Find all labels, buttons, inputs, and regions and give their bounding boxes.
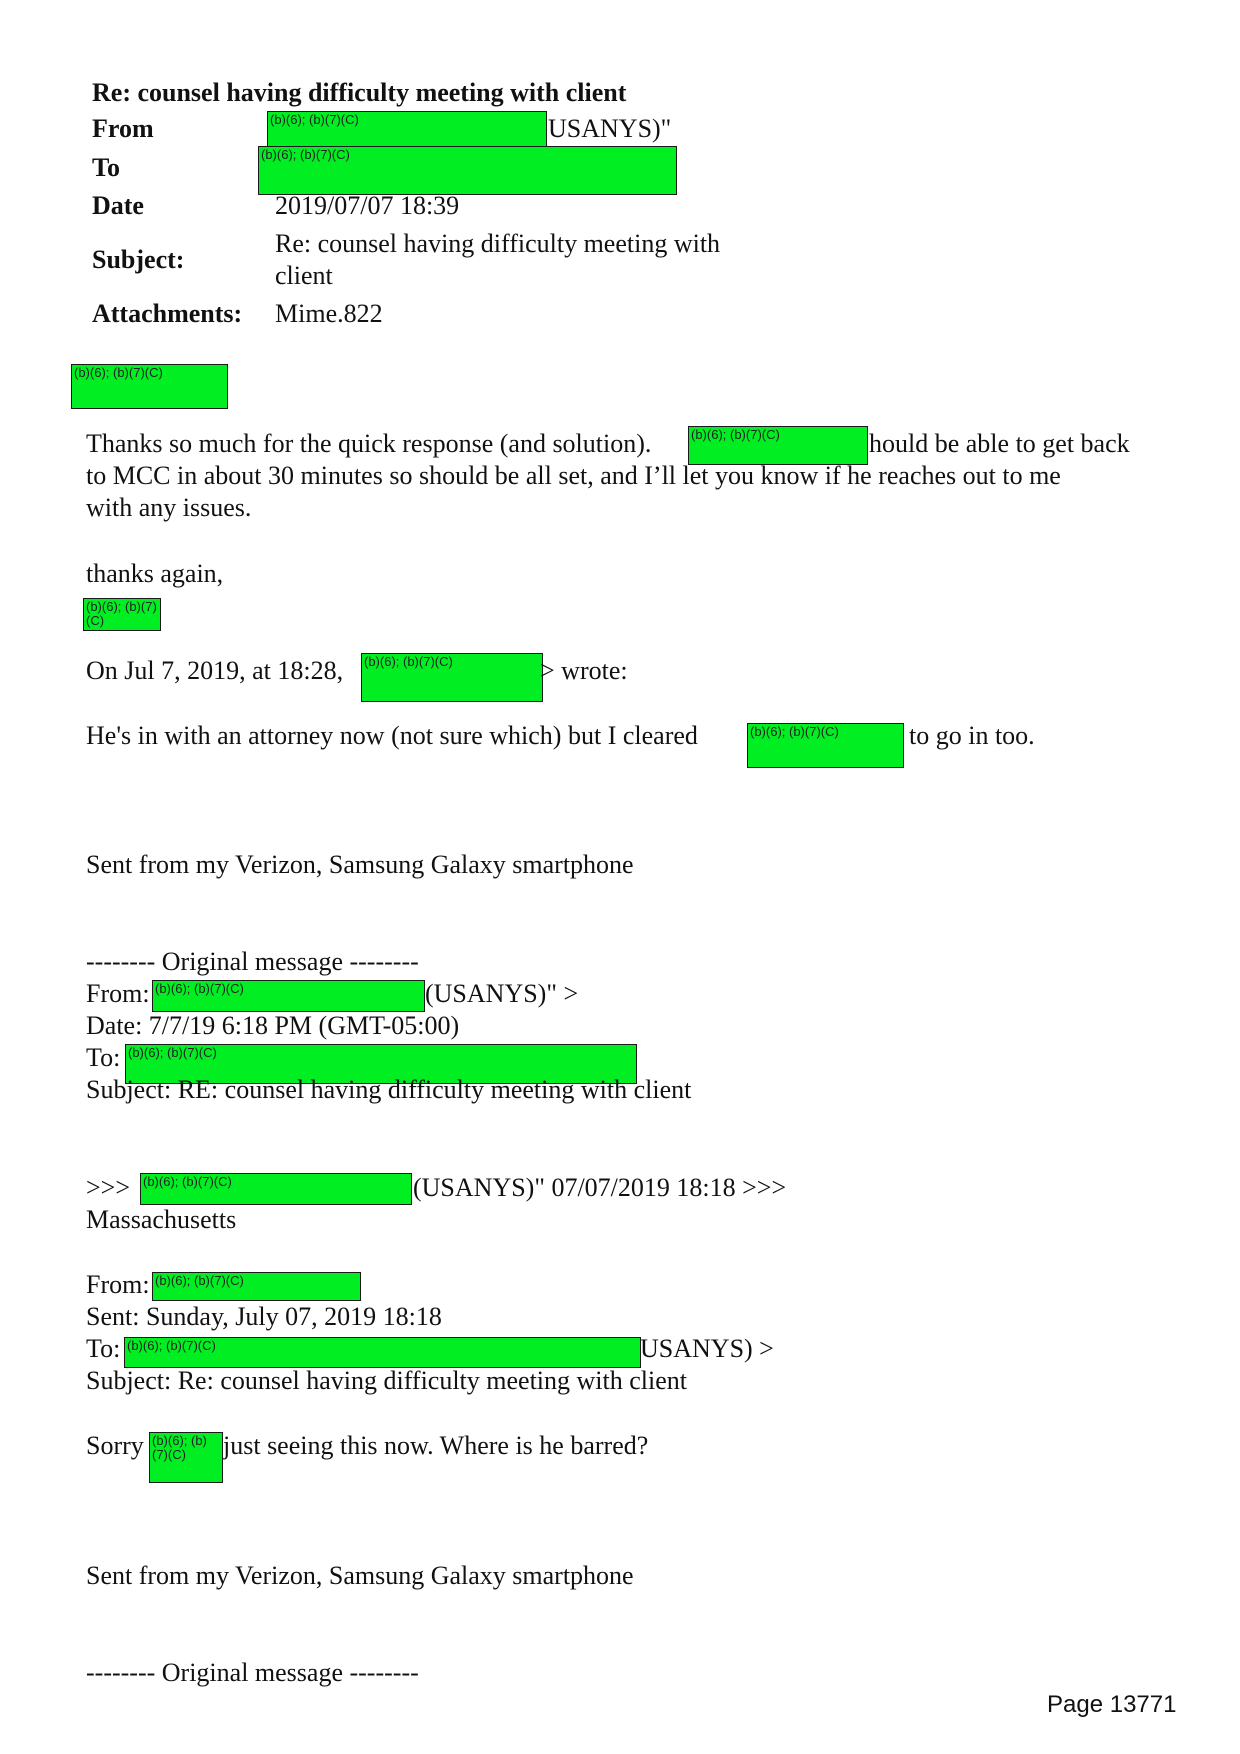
sent-from-line: Sent from my Verizon, Samsung Galaxy smartphone: [86, 1561, 634, 1590]
subject-value-line1: Re: counsel having difficulty meeting with: [275, 229, 721, 258]
orig1-date-line: Date: 7/7/19 6:18 PM (GMT-05:00): [86, 1011, 460, 1040]
subject-value-line2: client: [275, 261, 333, 290]
redaction-box: (b)(6); (b)(7)(C): [688, 426, 868, 465]
quoted2-to-label: To:: [86, 1334, 121, 1363]
redaction-box: (b)(6); (b)(7)(C): [152, 1272, 361, 1301]
sent-from-line: Sent from my Verizon, Samsung Galaxy smartphone: [86, 850, 634, 879]
redaction-box: (b)(6); (b)(7)(C): [140, 1173, 412, 1205]
quoted2-subject-line: Subject: Re: counsel having difficulty meeting with client: [86, 1366, 688, 1395]
quoted2-body-a: Sorry: [86, 1431, 144, 1460]
orig1-from-label: From:: [86, 979, 150, 1008]
email-title: Re: counsel having difficulty meeting with client: [92, 78, 627, 107]
orig1-subject-line: Subject: RE: counsel having difficulty meeting with client: [86, 1075, 692, 1104]
reply-closing: thanks again,: [86, 559, 224, 588]
quoted2-from-label: From:: [86, 1270, 150, 1299]
reply-line1-a: Thanks so much for the quick response (and solution).: [86, 429, 652, 458]
original-message-separator: -------- Original message --------: [86, 947, 419, 976]
reply-line1-b: hould be able to get back: [869, 429, 1130, 458]
redaction-box: (b)(6); (b)(7)(C): [267, 111, 547, 148]
quoted1-body-a: He's in with an attorney now (not sure which) but I cleared: [86, 721, 698, 750]
redaction-box: (b)(6); (b)(7)(C): [361, 653, 543, 702]
reply-line2: to MCC in about 30 minutes so should be all set, and I’ll let you know if he reaches out to me: [86, 461, 1061, 490]
quoted2-prefix: >>>: [86, 1173, 130, 1202]
signature-redaction-box: (b)(6); (b)(7)(C): [83, 598, 161, 631]
quoted2-location: Massachusetts: [86, 1205, 237, 1234]
orig1-to-label: To:: [86, 1043, 121, 1072]
quoted2-suffix: (USANYS)" 07/07/2019 18:18 >>>: [413, 1173, 787, 1202]
reply-line3: with any issues.: [86, 493, 252, 522]
quoted2-to-suffix: USANYS) >: [640, 1334, 774, 1363]
redaction-box: (b)(6); (b)(7)(C): [747, 723, 904, 768]
from-suffix: USANYS)": [548, 114, 672, 143]
page-number: Page 13771: [1047, 1691, 1177, 1718]
date-value: 2019/07/07 18:39: [275, 191, 460, 220]
quoted2-sent-line: Sent: Sunday, July 07, 2019 18:18: [86, 1302, 442, 1331]
redaction-box: (b)(6); (b)(7)(C): [125, 1044, 637, 1084]
orig1-from-suffix: (USANYS)" >: [425, 979, 579, 1008]
redaction-box: (b)(6); (b)(7)(C): [258, 146, 677, 195]
redaction-box: (b)(6); (b)(7)(C): [71, 364, 228, 409]
from-label: From: [92, 114, 154, 143]
attachments-value: Mime.822: [275, 299, 383, 328]
redaction-box: (b)(6); (b)(7)(C): [124, 1337, 641, 1368]
attachments-label: Attachments:: [92, 299, 243, 328]
to-label: To: [92, 153, 120, 182]
date-label: Date: [92, 191, 144, 220]
quoted1-body-b: to go in too.: [909, 721, 1035, 750]
original-message-separator: -------- Original message --------: [86, 1658, 419, 1687]
subject-label: Subject:: [92, 245, 185, 274]
quoted2-body-b: just seeing this now. Where is he barred?: [223, 1431, 649, 1460]
redaction-box: (b)(6); (b)(7)(C): [149, 1432, 223, 1483]
redaction-box: (b)(6); (b)(7)(C): [152, 980, 425, 1012]
quoted-on-suffix: > wrote:: [540, 656, 628, 685]
quoted-on-prefix: On Jul 7, 2019, at 18:28,: [86, 656, 344, 685]
